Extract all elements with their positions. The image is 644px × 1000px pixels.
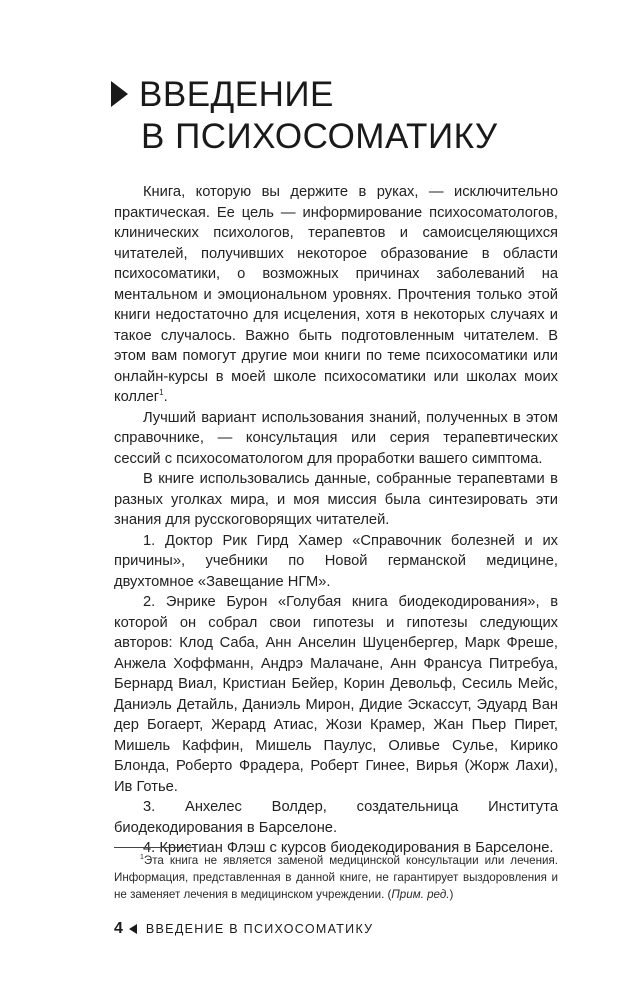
footnote-close: ) — [449, 888, 454, 901]
chapter-title-line1: ВВЕДЕНИЕ — [139, 75, 334, 114]
triangle-left-icon — [129, 924, 137, 934]
triangle-right-icon — [111, 81, 128, 107]
body-text — [114, 182, 558, 862]
footnote — [114, 852, 558, 903]
page-number: 4 — [114, 920, 123, 937]
footnote-divider — [114, 847, 194, 848]
footnote-number: 1 — [140, 854, 144, 862]
paragraph-intro-text: Книга, которую вы держите в руках, — исключительно практическая. Ее цель — информирование психосоматологов, клинических психологов, терапевтов и самоисцеляющихся читателей, получивших некоторое образование в области психосоматики, о возможных причинах заболеваний на ментальном и эмоциональном уровнях. Прочтения только этой книги недостаточно для исцеления, хотя в некоторых случаях и такое случалось. Важно быть подготовленным читателем. В этом вам помогут другие мои книги по теме психосоматики или онлайн-курсы в моей школе психосоматики или школах моих коллег — [114, 184, 558, 405]
footnote-reference: 1 — [159, 388, 164, 398]
running-title: ВВЕДЕНИЕ В ПСИХОСОМАТИКУ — [145, 922, 374, 936]
chapter-heading-line1 — [111, 74, 498, 116]
paragraph-intro-end: . — [163, 389, 168, 405]
footnote-text: Эта книга не является заменой медицинской консультации или лечения. Информация, представленная в данной книге, не гарантирует выздоровления и не заменяет лечения в медицинском учреждении. ( — [114, 854, 558, 901]
footnote-paragraph — [114, 852, 558, 903]
source-item-3: 3. Анхелес Волдер, создательница Института биодекодирования в Барселоне. — [114, 799, 558, 836]
page-footer — [114, 918, 373, 940]
footnote-editor-note: Прим. ред. — [391, 888, 450, 901]
source-item-4: 4. Кристиан Флэш с курсов биодекодирования в Барселоне. — [143, 840, 554, 856]
source-item-1: 1. Доктор Рик Гирд Хамер «Справочник болезней и их причины», учебники по Новой германской медицине, двухтомное «Завещание НГМ». — [114, 532, 558, 590]
chapter-title-line2: В ПСИХОСОМАТИКУ — [141, 117, 498, 156]
chapter-heading — [111, 74, 498, 158]
paragraph-intro — [114, 182, 558, 408]
paragraph-best-option: Лучший вариант использования знаний, полученных в этом справочнике, — консультация или серия терапевтических сессий с психосоматологом для проработки вашего симптома. — [114, 409, 558, 467]
paragraph-sources: В книге использовались данные, собранные терапевтами в разных уголках мира, и моя миссия была синтезировать эти знания для русскоговорящих читателей. — [114, 471, 558, 528]
source-item-2: 2. Энрике Бурон «Голубая книга биодекодирования», в которой он собрал свои гипотезы и гипотезы следующих авторов: Клод Саба, Анн Анселин Шуценбергер, Марк Фреше, Анжела Хоффманн, Андрэ Малачане, Анн Франсуа Питребуа, Бернард Виал, Кристиан Бейер, Корин Девольф, Сесиль Мейс, Даниэль Детайль, Даниэль Мирон, Дидие Эскассут, Эдуард Ван дер Богаерт, Жерард Атиас, Жози Крамер, Жан Пьер Пирет, Мишель Каффин, Мишель Паулус, Оливье Сульe, Кирико Блонда, Роберто Фрадера, Роберт Гинее, Вирья (Жорж Лахи), Ив Готье. — [114, 594, 558, 795]
